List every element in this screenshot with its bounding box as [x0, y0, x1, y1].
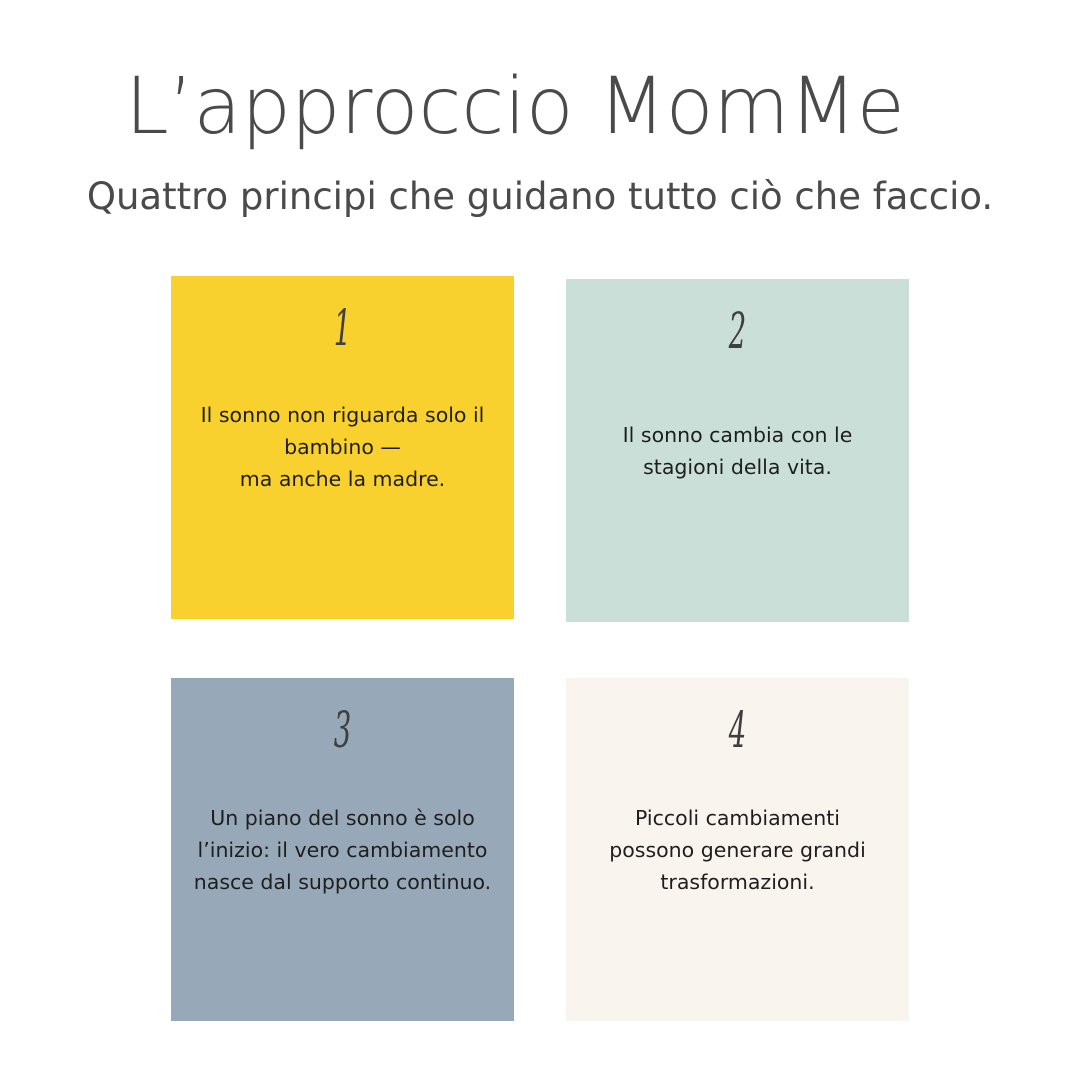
principle-card-2 — [566, 279, 909, 622]
card-number: 3 — [333, 701, 352, 759]
principle-card-3 — [171, 678, 514, 1021]
card-text: Piccoli cambiamenti possono generare grandi trasformazioni. — [609, 806, 866, 894]
card-number: 4 — [728, 701, 747, 759]
card-text: Un piano del sonno è solo l’inizio: il vero cambiamento nasce dal supporto continuo. — [193, 806, 492, 894]
card-text: Il sonno cambia con le stagioni della vita. — [622, 423, 853, 479]
card-text: Il sonno non riguarda solo il bambino — ma anche la madre. — [200, 403, 485, 491]
page-title: L’approccio MomMe — [125, 62, 905, 152]
card-number: 2 — [728, 302, 747, 360]
page-subtitle: Quattro principi che guidano tutto ciò che faccio. — [86, 175, 994, 218]
card-number: 1 — [333, 299, 352, 357]
principle-card-1 — [171, 276, 514, 619]
principle-card-4 — [566, 678, 909, 1021]
